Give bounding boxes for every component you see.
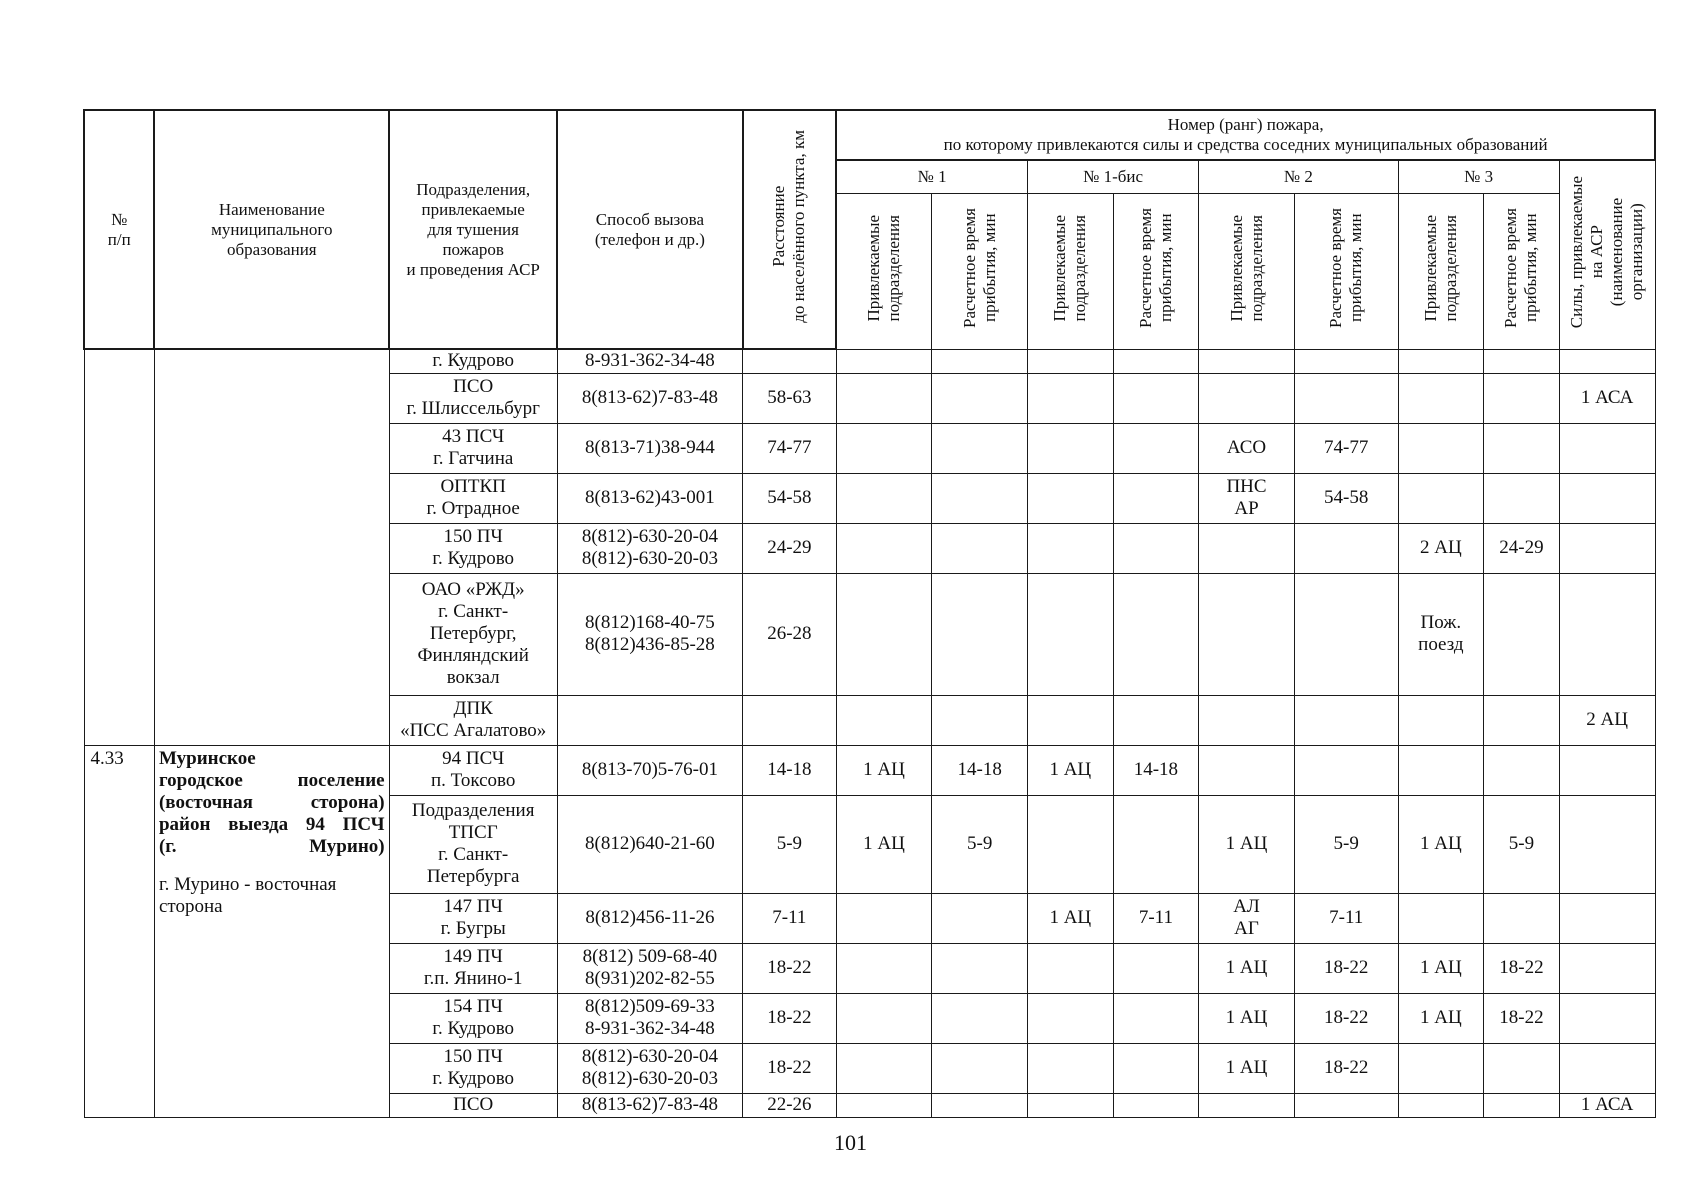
cell-rank2-time: 54-58 [1294, 473, 1398, 523]
cell-rank2-units: 1 АЦ [1199, 1043, 1295, 1093]
cell-rank1-time [932, 893, 1028, 943]
cell-rank1-time: 14-18 [932, 745, 1028, 795]
cell-phone: 8(812)456-11-26 [557, 893, 742, 943]
header-r1-units: Привлекаемые подразделения [864, 214, 904, 322]
cell-rank1-units [836, 573, 932, 695]
cell-unit: Подразделения ТПСГ г. Санкт- Петербурга [389, 795, 557, 893]
table-row [84, 745, 1655, 795]
cell-rank2-units: 1 АЦ [1199, 943, 1295, 993]
cell-phone: 8(813-62)7-83-48 [557, 373, 742, 423]
header-r1bis-units: Привлекаемые подразделения [1050, 214, 1090, 322]
cell-asr-forces [1559, 795, 1655, 893]
cell-rank3-time [1484, 1043, 1560, 1093]
header-r1bis-time-cell [1113, 193, 1199, 349]
cell-rank3-units [1398, 695, 1484, 745]
cell-rank1bis-time [1113, 423, 1199, 473]
header-distance: Расстояние до населённого пункта, км [769, 130, 809, 323]
cell-rank1bis-units [1028, 993, 1114, 1043]
header-r2-time-cell [1294, 193, 1398, 349]
cell-asr-forces [1559, 745, 1655, 795]
cell-rank1-time [932, 943, 1028, 993]
cell-rank1bis-time [1113, 1043, 1199, 1093]
cell-rank3-units [1398, 423, 1484, 473]
cell-unit: ДПК «ПСС Агалатово» [389, 695, 557, 745]
cell-distance: 18-22 [743, 943, 837, 993]
header-rank-title: Номер (ранг) пожара, по которому привлекаются силы и средства соседних муниципальных образований [836, 110, 1655, 160]
cell-rank2-units [1199, 523, 1295, 573]
cell-rank3-time [1484, 473, 1560, 523]
cell-asr-forces [1559, 893, 1655, 943]
cell-distance: 24-29 [743, 523, 837, 573]
cell-rank3-time [1484, 373, 1560, 423]
cell-asr-forces: 2 АЦ [1559, 695, 1655, 745]
cell-distance: 58-63 [743, 373, 837, 423]
header-r1-units-cell [836, 193, 932, 349]
cell-unit: 150 ПЧ г. Кудрово [389, 523, 557, 573]
cell-asr-forces [1559, 573, 1655, 695]
cell-phone: 8(813-62)43-001 [557, 473, 742, 523]
cell-rank1-time [932, 373, 1028, 423]
cell-rank1-units [836, 695, 932, 745]
cell-rank1-units [836, 373, 932, 423]
cell-rank3-time [1484, 423, 1560, 473]
cell-rank3-time: 18-22 [1484, 993, 1560, 1043]
municipality-title: Муринское городское поселение (восточная сторона) район выезда 94 ПСЧ (г. Мурино) [158, 747, 385, 857]
cell-rank1bis-time [1113, 523, 1199, 573]
cell-rank1bis-units [1028, 1093, 1114, 1117]
cell-asr-forces: 1 АСА [1559, 1093, 1655, 1117]
cell-unit: ПСО г. Шлиссельбург [389, 373, 557, 423]
cell-phone: 8(813-62)7-83-48 [557, 1093, 742, 1117]
cell-rank3-units [1398, 349, 1484, 373]
cell-rank2-units: АСО [1199, 423, 1295, 473]
cell-unit: ОАО «РЖД» г. Санкт- Петербург, Финляндский вокзал [389, 573, 557, 695]
header-rank-1: № 1 [836, 160, 1027, 193]
cell-unit: 94 ПСЧ п. Токсово [389, 745, 557, 795]
cell-rank1-time [932, 1093, 1028, 1117]
cell-rank2-units: ПНС АР [1199, 473, 1295, 523]
cell-rank1bis-time: 14-18 [1113, 745, 1199, 795]
cell-rank1-time [932, 523, 1028, 573]
cell-rank3-units [1398, 1093, 1484, 1117]
table-row [84, 349, 1655, 373]
header-asr-forces: Силы, привлекаемые на АСР (наименование организации) [1567, 175, 1647, 328]
cell-rank2-units [1199, 349, 1295, 373]
cell-asr-forces [1559, 349, 1655, 373]
cell-rank3-time [1484, 1093, 1560, 1117]
cell-unit: 147 ПЧ г. Бугры [389, 893, 557, 943]
cell-rank2-time [1294, 373, 1398, 423]
header-r1-time-cell [932, 193, 1028, 349]
cell-unit: 154 ПЧ г. Кудрово [389, 993, 557, 1043]
cell-rank1bis-units [1028, 373, 1114, 423]
cell-rank1-units [836, 349, 932, 373]
cell-rank1bis-time [1113, 349, 1199, 373]
municipality-subtitle: г. Мурино - восточная сторона [158, 873, 337, 917]
cell-distance: 18-22 [743, 993, 837, 1043]
cell-unit: 149 ПЧ г.п. Янино-1 [389, 943, 557, 993]
cell-rank3-time [1484, 695, 1560, 745]
cell-rank1bis-units [1028, 349, 1114, 373]
cell-rank2-units: 1 АЦ [1199, 993, 1295, 1043]
fire-forces-table [83, 109, 1656, 1118]
cell-rank3-units [1398, 373, 1484, 423]
cell-rank2-time: 74-77 [1294, 423, 1398, 473]
cell-asr-forces [1559, 1043, 1655, 1093]
cell-unit: 43 ПСЧ г. Гатчина [389, 423, 557, 473]
cell-unit: ПСО [389, 1093, 557, 1117]
cell-rank1-time [932, 423, 1028, 473]
cell-rank1bis-units: 1 АЦ [1028, 893, 1114, 943]
cell-rank2-units [1199, 745, 1295, 795]
cell-phone: 8-931-362-34-48 [557, 349, 742, 373]
cell-rank1-units [836, 943, 932, 993]
cell-distance [743, 695, 837, 745]
cell-rank2-units [1199, 695, 1295, 745]
cell-rank3-units: 1 АЦ [1398, 943, 1484, 993]
header-r1bis-units-cell [1028, 193, 1114, 349]
cell-phone [557, 695, 742, 745]
cell-distance: 14-18 [743, 745, 837, 795]
cell-rank2-time [1294, 573, 1398, 695]
cell-rank1bis-time [1113, 795, 1199, 893]
header-r3-time-cell [1484, 193, 1560, 349]
cell-rank1-time [932, 1043, 1028, 1093]
cell-rank1bis-units: 1 АЦ [1028, 745, 1114, 795]
cell-asr-forces: 1 АСА [1559, 373, 1655, 423]
cell-rank2-units: АЛ АГ [1199, 893, 1295, 943]
cell-rank1bis-units [1028, 473, 1114, 523]
cell-rank1-time [932, 349, 1028, 373]
cell-rank1-units [836, 1093, 932, 1117]
cell-rank2-time [1294, 1093, 1398, 1117]
cell-rank3-units [1398, 893, 1484, 943]
cell-rank1bis-time [1113, 943, 1199, 993]
cell-distance: 54-58 [743, 473, 837, 523]
cell-rank3-units: 1 АЦ [1398, 993, 1484, 1043]
cell-rank1bis-units [1028, 943, 1114, 993]
header-r2-units: Привлекаемые подразделения [1226, 214, 1266, 322]
cell-distance [743, 349, 837, 373]
header-rank-2: № 2 [1199, 160, 1398, 193]
cell-distance: 74-77 [743, 423, 837, 473]
cell-asr-forces [1559, 423, 1655, 473]
cell-rank2-units [1199, 1093, 1295, 1117]
cell-distance: 7-11 [743, 893, 837, 943]
cell-rank2-time [1294, 349, 1398, 373]
cell-rank2-units [1199, 573, 1295, 695]
table-body [84, 349, 1655, 1117]
prev-num-cell [84, 349, 154, 745]
cell-distance: 18-22 [743, 1043, 837, 1093]
cell-distance: 22-26 [743, 1093, 837, 1117]
cell-rank3-time: 24-29 [1484, 523, 1560, 573]
cell-distance: 5-9 [743, 795, 837, 893]
cell-rank1bis-time: 7-11 [1113, 893, 1199, 943]
cell-rank2-time [1294, 745, 1398, 795]
cell-rank1-units [836, 423, 932, 473]
cell-rank1bis-time [1113, 473, 1199, 523]
header-distance-cell [743, 110, 837, 349]
page-number: 101 [834, 1130, 867, 1155]
cell-rank1-time [932, 993, 1028, 1043]
cell-rank1bis-units [1028, 523, 1114, 573]
cell-rank3-time: 18-22 [1484, 943, 1560, 993]
header-r2-units-cell [1199, 193, 1295, 349]
cell-unit: ОПТКП г. Отрадное [389, 473, 557, 523]
cell-rank1bis-units [1028, 1043, 1114, 1093]
header-r1-time: Расчетное время прибытия, мин [959, 208, 999, 328]
prev-municipality-cell [154, 349, 389, 745]
cell-rank2-time [1294, 523, 1398, 573]
cell-asr-forces [1559, 943, 1655, 993]
header-municipality: Наименование муниципального образования [154, 110, 389, 349]
cell-distance: 26-28 [743, 573, 837, 695]
cell-asr-forces [1559, 523, 1655, 573]
cell-rank1bis-time [1113, 993, 1199, 1043]
cell-rank3-units [1398, 1043, 1484, 1093]
cell-rank1-units [836, 523, 932, 573]
cell-rank3-time [1484, 745, 1560, 795]
cell-rank1bis-time [1113, 573, 1199, 695]
cell-phone: 8(812)-630-20-04 8(812)-630-20-03 [557, 523, 742, 573]
municipality-number: 4.33 [84, 745, 154, 1117]
cell-rank3-time [1484, 573, 1560, 695]
cell-rank1-units: 1 АЦ [836, 745, 932, 795]
cell-phone: 8(813-71)38-944 [557, 423, 742, 473]
cell-rank2-time: 18-22 [1294, 993, 1398, 1043]
header-rank-1bis: № 1-бис [1028, 160, 1199, 193]
cell-rank1bis-time [1113, 373, 1199, 423]
header-num: № п/п [84, 110, 154, 349]
header-asr-cell [1559, 160, 1655, 349]
cell-rank3-time: 5-9 [1484, 795, 1560, 893]
cell-unit: 150 ПЧ г. Кудрово [389, 1043, 557, 1093]
cell-phone: 8(812)-630-20-04 8(812)-630-20-03 [557, 1043, 742, 1093]
header-r2-time: Расчетное время прибытия, мин [1326, 208, 1366, 328]
cell-rank3-time [1484, 349, 1560, 373]
cell-rank2-units [1199, 373, 1295, 423]
cell-rank3-units [1398, 745, 1484, 795]
cell-rank1bis-time [1113, 1093, 1199, 1117]
cell-rank2-time: 18-22 [1294, 943, 1398, 993]
municipality-name-cell [154, 745, 389, 1117]
cell-rank1-time [932, 695, 1028, 745]
cell-phone: 8(812) 509-68-40 8(931)202-82-55 [557, 943, 742, 993]
cell-phone: 8(812)168-40-75 8(812)436-85-28 [557, 573, 742, 695]
cell-phone: 8(812)509-69-33 8-931-362-34-48 [557, 993, 742, 1043]
cell-asr-forces [1559, 473, 1655, 523]
cell-rank1bis-units [1028, 795, 1114, 893]
header-rank-3: № 3 [1398, 160, 1559, 193]
cell-rank1-time [932, 573, 1028, 695]
cell-rank3-units: Пож. поезд [1398, 573, 1484, 695]
cell-unit: г. Кудрово [389, 349, 557, 373]
cell-rank1-units [836, 473, 932, 523]
cell-rank3-units: 1 АЦ [1398, 795, 1484, 893]
cell-rank1-units: 1 АЦ [836, 795, 932, 893]
header-r3-units: Привлекаемые подразделения [1420, 214, 1460, 322]
cell-rank2-time: 7-11 [1294, 893, 1398, 943]
cell-rank2-time: 5-9 [1294, 795, 1398, 893]
cell-rank1bis-units [1028, 423, 1114, 473]
cell-rank2-time: 18-22 [1294, 1043, 1398, 1093]
cell-rank1-time: 5-9 [932, 795, 1028, 893]
cell-rank1bis-units [1028, 573, 1114, 695]
header-units: Подразделения, привлекаемые для тушения пожаров и проведения АСР [389, 110, 557, 349]
cell-rank1bis-units [1028, 695, 1114, 745]
cell-rank3-time [1484, 893, 1560, 943]
cell-rank3-units [1398, 473, 1484, 523]
cell-rank1bis-time [1113, 695, 1199, 745]
header-call-method: Способ вызова (телефон и др.) [557, 110, 742, 349]
header-r3-time: Расчетное время прибытия, мин [1501, 208, 1541, 328]
header-r3-units-cell [1398, 193, 1484, 349]
header-r1bis-time: Расчетное время прибытия, мин [1135, 208, 1175, 328]
cell-rank3-units: 2 АЦ [1398, 523, 1484, 573]
cell-rank1-units [836, 1043, 932, 1093]
cell-rank2-time [1294, 695, 1398, 745]
cell-asr-forces [1559, 993, 1655, 1043]
cell-phone: 8(813-70)5-76-01 [557, 745, 742, 795]
cell-rank1-units [836, 993, 932, 1043]
cell-rank2-units: 1 АЦ [1199, 795, 1295, 893]
cell-phone: 8(812)640-21-60 [557, 795, 742, 893]
cell-rank1-time [932, 473, 1028, 523]
cell-rank1-units [836, 893, 932, 943]
